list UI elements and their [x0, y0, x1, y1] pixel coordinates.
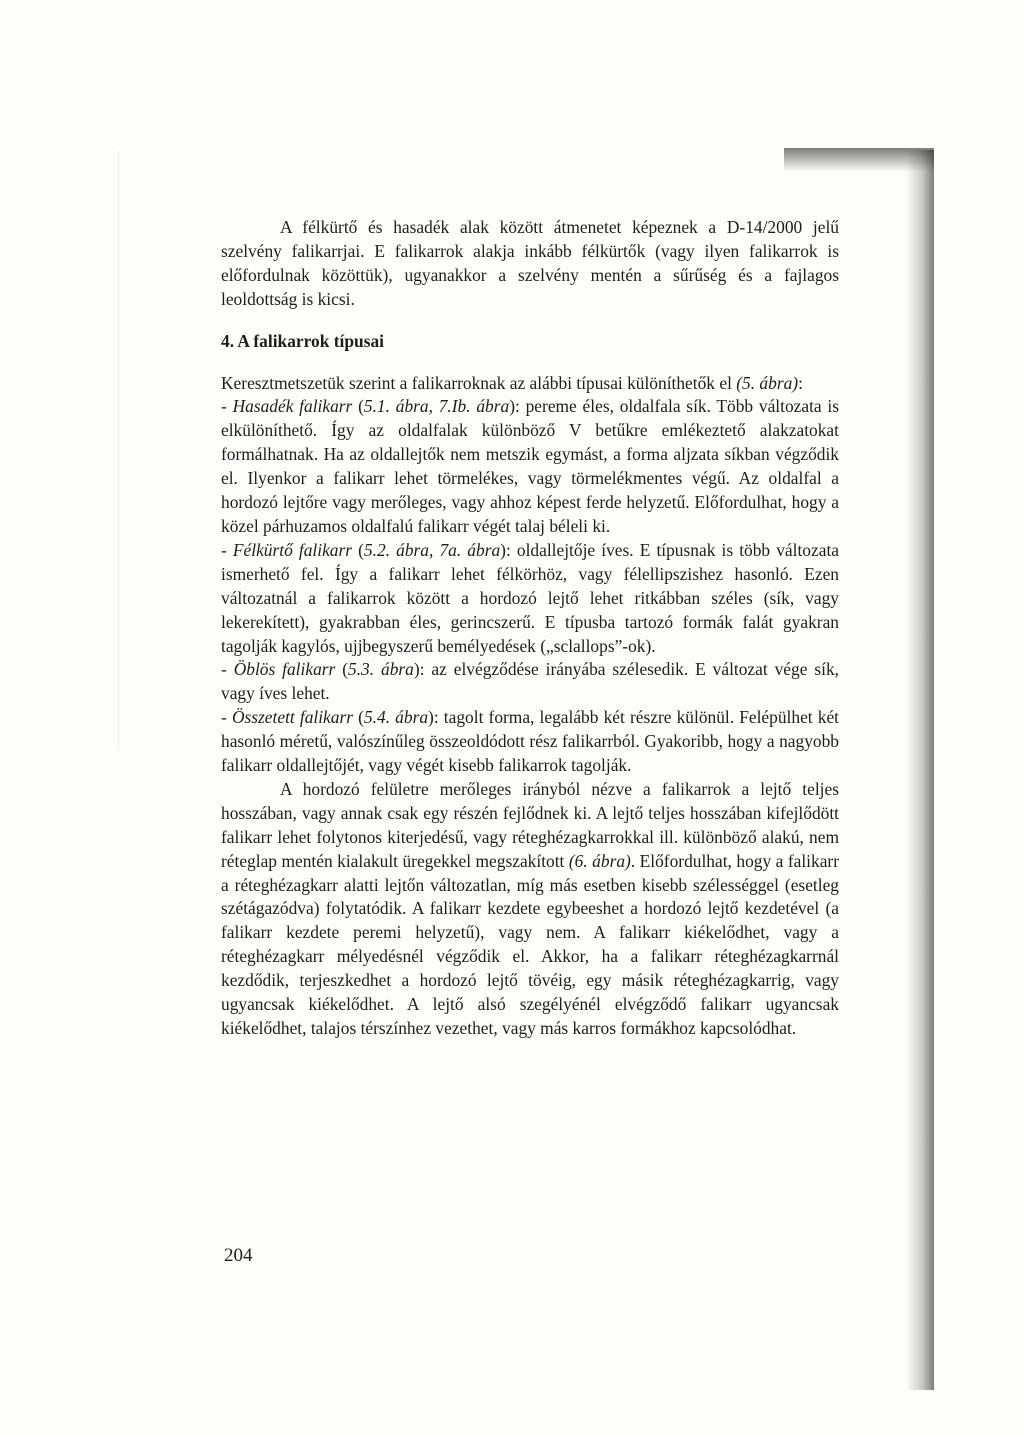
- ref-open: (: [335, 659, 349, 680]
- list-dash: -: [221, 707, 232, 728]
- list-dash: -: [221, 539, 233, 560]
- term-hasadek: Hasadék falikarr: [232, 396, 353, 417]
- term-felkurto: Félkürtő falikarr: [232, 539, 353, 560]
- scan-edge-mark: [118, 150, 119, 750]
- scan-shadow-right: [906, 150, 934, 1390]
- final-figure-ref: (6. ábra): [568, 850, 631, 871]
- list-dash: -: [221, 396, 233, 417]
- final-paragraph: [221, 778, 839, 1041]
- figure-ref: 5.4. ábra: [363, 707, 429, 728]
- ref-open: (: [352, 396, 364, 417]
- list-dash: -: [221, 659, 234, 680]
- list-item-oblos: [221, 658, 839, 706]
- item-text: az elvégződése irányába szélesedik. E változat vége sík, vagy íves lehet.: [221, 659, 839, 704]
- figure-ref: 5.3. ábra: [348, 659, 414, 680]
- ref-open: (: [352, 539, 364, 560]
- lead-end: :: [798, 372, 803, 393]
- section-heading: 4. A falikarrok típusai: [221, 330, 384, 351]
- item-text: oldallejtője íves. E típusnak is több változata ismerhető fel. Így a falikarr lehet félkörhöz, vagy félellipszishez hasonló. Ezen változatnál a falikarrok között a hordozó lejtő lehet ritkábban széles (sík, vagy lekerekített), gyakrabban éles, gerincszerű. E típusba tartozó formák falát gyakran tagolják kagylós, ujjbegyszerű bemélyedések („sclallops”-ok).: [221, 539, 839, 656]
- ref-close: ):: [509, 396, 526, 417]
- figure-ref: 5.1. ábra, 7.Ib. ábra: [363, 396, 510, 417]
- body-text: [221, 216, 839, 1041]
- figure-ref: 5.2. ábra, 7a. ábra: [363, 539, 501, 560]
- list-item-osszetett: [221, 706, 839, 778]
- page-number: 204: [224, 1245, 253, 1266]
- final-text-1: A hordozó felületre merőleges irányból nézve a falikarrok a lejtő teljes hosszában, vagy annak csak egy részén fejlődnek ki. A lejtő teljes hosszában kifejlődött falikarr lehet folytonos kiterjedésű, vagy réteghézagkarrokkal ill. különböző alakú, nem réteglap mentén kialakult üregekkel megszakított: [221, 778, 839, 871]
- lead-paragraph: [221, 372, 839, 396]
- term-osszetett: Összetett falikarr: [231, 707, 354, 728]
- list-item-hasadek: [221, 395, 839, 538]
- term-oblos: Öblös falikarr: [233, 659, 336, 680]
- list-item-felkurto: [221, 539, 839, 659]
- ref-close: ):: [428, 707, 444, 728]
- ref-open: (: [353, 707, 364, 728]
- final-text-2: . Előfordulhat, hogy a falikarr a réteghézagkarr alatti lejtőn változatlan, míg más esetben kisebb szélességgel (esetleg szétágazódva) folytatódik. A falikarr kezdete egybeeshet a hordozó lejtő kezdetével (a falikarr kezdete peremi helyzetű), vagy nem. A falikarr kiékelődhet, vagy a réteghézagkarr mélyedésnél végződik el. Akkor, ha a falikarr réteghézagkarrnál kezdődik, terjeszkedhet a hordozó lejtő tövéig, egy másik réteghézagkarrig, vagy ugyancsak kiékelődhet. A lejtő alsó szegélyénél elvégződő falikarr ugyancsak kiékelődhet, talajos térszínhez vezethet, vagy más karros formákhoz kapcsolódhat.: [221, 850, 840, 1038]
- scan-shadow-top: [784, 148, 934, 172]
- intro-paragraph: A félkürtő és hasadék alak között átmenetet képeznek a D-14/2000 jelű szelvény falikarrjai. E falikarrok alakja inkább félkürtők (vagy ilyen falikarrok is előfordulnak közöttük), ugyanakkor a szelvény mentén a sűrűség és a fajlagos leoldottság is kicsi.: [221, 217, 839, 309]
- lead-text: Keresztmetszetük szerint a falikarroknak az alábbi típusai különíthetők el: [221, 372, 737, 393]
- lead-figure-ref: (5. ábra): [736, 372, 799, 393]
- ref-close: ):: [500, 539, 517, 560]
- item-text: tagolt forma, legalább két részre különül. Felépülhet két hasonló méretű, valószínűleg összeoldódott rész falikarrból. Gyakoribb, hogy a nagyobb falikarr oldallejtőjét, vagy végét kisebb falikarrok tagolják.: [221, 707, 840, 776]
- ref-close: ):: [413, 659, 432, 680]
- item-text: pereme éles, oldalfala sík. Több változata is elkülöníthető. Így az oldalfalak különböző V betűkre emlékeztető alakzatokat formálhatnak. Ha az oldallejtők nem metszik egymást, a forma aljzata síkban végződik el. Ilyenkor a falikarr lehet törmelékes, vagy törmelékmentes végű. Az oldalfal a hordozó lejtőre vagy merőleges, vagy ahhoz képest ferde helyzetű. Előfordulhat, hogy a közel párhuzamos oldalfalú falikarr végét talaj béleli ki.: [221, 396, 839, 536]
